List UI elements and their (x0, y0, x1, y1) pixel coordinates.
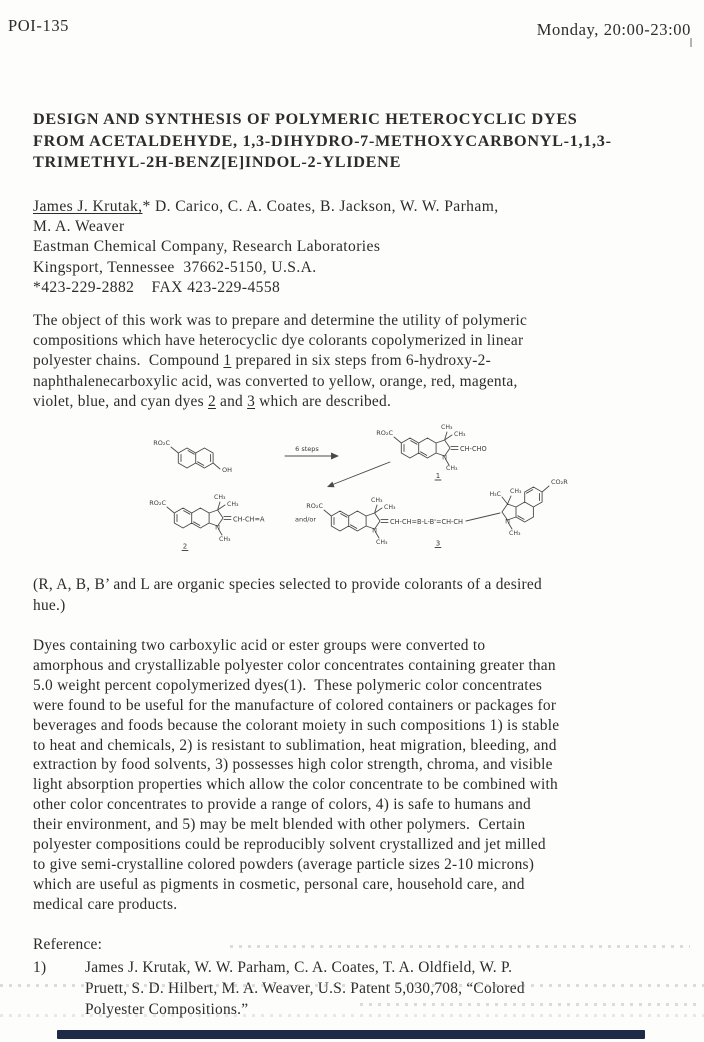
text-segment: DESIGN AND SYNTHESIS OF POLYMERIC HETEROCYCLIC DYES (33, 110, 578, 128)
text-line (33, 595, 683, 616)
text-segment: polyester compositions could be reproducibly solvent crystallized and jet milled (33, 836, 546, 854)
text-segment: The object of this work was to prepare and determine the utility of polymeric (33, 312, 528, 329)
text-line (33, 197, 673, 217)
scheme-note (33, 574, 683, 616)
text-line (33, 278, 673, 298)
text-segment: James J. Krutak, W. W. Parham, C. A. Coates, T. A. Oldfield, W. P. (85, 959, 513, 976)
label-c2-n-methyl: CH₃ (219, 536, 231, 543)
text-segment: *423-229-2882 FAX 423-229-4558 (33, 278, 281, 296)
label-c3-n-methyl: CH₃ (376, 539, 388, 546)
text-line (33, 351, 683, 371)
label-start-hydroxy: OH (222, 466, 233, 474)
text-line (33, 895, 688, 915)
label-c1-nitrogen: N (442, 453, 448, 462)
label-steps: 6 steps (295, 445, 319, 453)
reference-item (33, 958, 683, 1020)
compound-number: James J. Krutak, (33, 198, 143, 215)
text-line (33, 331, 683, 351)
text-line (33, 311, 683, 331)
scan-noise (0, 1014, 704, 1017)
compound-2-number: 2 (182, 542, 188, 551)
branch-arrow (327, 462, 390, 487)
compound-number: 3 (247, 392, 256, 410)
arrowhead-icon (327, 482, 335, 488)
text-segment: extraction by food solvents, 3) possesses high color strength, chroma, and visible (33, 756, 553, 774)
label-c3-right-ester: CO₂R (551, 478, 568, 486)
text-segment: Kingsport, Tennessee 37662-5150, U.S.A. (33, 258, 317, 276)
text-segment: their environment, and 5) may be melt blended with other polymers. Certain (33, 816, 526, 834)
label-c2-chain: CH-CH=A (233, 515, 265, 524)
scan-speck (690, 38, 692, 47)
scan-noise (360, 1003, 700, 1006)
label-c3-ester: RO₂C (306, 502, 323, 510)
label-c3-right-n-methyl: CH₃ (509, 530, 521, 537)
label-c2-nitrogen: N (215, 523, 221, 532)
label-c1-methyl-b: CH₃ (454, 431, 466, 438)
text-segment: hue.) (33, 597, 66, 614)
text-line (33, 574, 683, 595)
text-segment: Dyes containing two carboxylic acid or ester groups were converted to (33, 637, 486, 654)
label-c1-methyl-a: CH₃ (441, 424, 453, 431)
session-time: Monday, 20:00-23:00 (536, 20, 691, 39)
text-line (33, 131, 673, 153)
text-segment: violet, blue, and cyan dyes (33, 392, 208, 410)
reaction-scheme (125, 418, 695, 576)
text-line (33, 755, 688, 775)
label-c3-chain: CH-CH=B-L-B'=CH-CH (390, 518, 463, 526)
label-c3-nitrogen: N (372, 526, 378, 535)
label-c3-right-nitrogen: N (505, 517, 510, 526)
steps-arrow (285, 445, 339, 460)
compound-number: 1 (223, 352, 232, 370)
compound-number: 2 (207, 392, 216, 410)
text-line (33, 676, 688, 696)
text-segment: compositions which have heterocyclic dye colorants copolymerized in linear (33, 332, 524, 350)
compound-2-structure (149, 494, 265, 551)
text-segment: which are useful as pigments in cosmetic, personal care, household care, and (33, 875, 525, 893)
paper-code: POI-135 (8, 16, 70, 35)
text-line (33, 152, 673, 174)
text-segment: and (215, 392, 248, 410)
text-segment: M. A. Weaver (33, 218, 125, 236)
text-line (33, 392, 683, 412)
label-c1-chain: CH-CHO (460, 445, 487, 453)
label-c3-right-methyl-a: H₃C (489, 491, 501, 498)
text-line (33, 835, 688, 855)
text-line (33, 736, 688, 756)
text-line (33, 109, 673, 131)
text-segment: amorphous and crystallizable polyester color concentrates containing greater than (33, 656, 556, 674)
body-paragraph (33, 636, 688, 915)
text-segment: to give semi-crystalline colored powders (average particle sizes 2-10 microns) (33, 855, 535, 873)
text-line (33, 696, 688, 716)
text-line (85, 958, 525, 979)
text-line (33, 775, 688, 795)
text-segment: other color concentrates to provide a range of colors, 4) is safe to humans and (33, 796, 531, 814)
text-segment: naphthalenecarboxylic acid, was converted to yellow, orange, red, magenta, (33, 372, 518, 390)
text-line (33, 795, 688, 815)
text-segment: 5.0 weight percent copolymerized dyes(1). These polymeric color concentrates (33, 676, 543, 694)
text-segment: were found to be useful for the manufacture of colored containers or packages for (33, 696, 557, 714)
label-c3-methyl-a: CH₃ (371, 497, 383, 504)
scan-noise (230, 945, 690, 948)
starting-material-structure (153, 439, 232, 474)
text-line (33, 372, 683, 392)
text-segment: which are described. (255, 392, 392, 410)
text-segment: Polyester Compositions.” (85, 1000, 249, 1018)
text-line (33, 237, 673, 257)
text-segment: polyester chains. Compound (33, 352, 224, 370)
label-c2-methyl-b: CH₃ (227, 501, 239, 508)
reference-number: 1) (33, 959, 47, 976)
scan-edge-bar (57, 1030, 645, 1039)
label-andor: and/or (295, 515, 317, 524)
text-line (33, 855, 688, 875)
scan-noise (0, 984, 704, 987)
label-c3-right-methyl-b: CH₃ (510, 488, 522, 495)
text-line (33, 258, 673, 278)
text-segment: to heat and chemicals, 2) is resistant to sublimation, heat migration, bleeding, and (33, 736, 557, 754)
text-segment: * D. Carico, C. A. Coates, B. Jackson, W. W. Parham, (142, 198, 499, 215)
text-segment: TRIMETHYL-2H-BENZ[E]INDOL-2-YLIDENE (33, 153, 402, 171)
text-segment: prepared in six steps from 6-hydroxy-2- (231, 352, 491, 370)
text-line (85, 979, 525, 1000)
arrowhead-icon (331, 453, 339, 460)
text-segment: light absorption properties which allow the color concentrate to be combined with (33, 776, 559, 794)
text-segment: medical care products. (33, 895, 178, 913)
compound-3-number: 3 (435, 539, 441, 548)
text-line (33, 815, 688, 835)
text-segment: FROM ACETALDEHYDE, 1,3-DIHYDRO-7-METHOXYCARBONYL-1,1,3- (33, 131, 612, 150)
text-line (33, 636, 688, 656)
text-segment: beverages and foods because the colorant moiety in such compositions 1) is stable (33, 716, 560, 734)
label-start-ester: RO₂C (153, 439, 170, 447)
label-c1-n-methyl: CH₃ (446, 465, 458, 472)
text-segment: Pruett, S. D. Hilbert, M. A. Weaver, U.S. Patent 5,030,708, “Colored (85, 979, 525, 997)
label-c1-ester: RO₂C (376, 429, 393, 437)
text-line (33, 716, 688, 736)
text-segment: Eastman Chemical Company, Research Laboratories (33, 238, 381, 256)
compound-1-structure (376, 424, 486, 480)
reference-heading: Reference: (33, 936, 103, 953)
text-line (33, 875, 688, 895)
text-segment: (R, A, B, B’ and L are organic species selected to provide colorants of a desired (33, 576, 542, 593)
paper-title (33, 109, 673, 174)
text-line (33, 217, 673, 237)
abstract-paragraph (33, 311, 683, 412)
author-block (33, 197, 673, 298)
label-c2-ester: RO₂C (149, 499, 166, 507)
label-c2-methyl-a: CH₃ (214, 494, 226, 501)
reference-text (85, 958, 525, 1020)
compound-1-number: 1 (435, 472, 441, 480)
text-line (33, 656, 688, 676)
label-c3-methyl-b: CH₃ (384, 504, 396, 511)
compound-3-structure (306, 478, 568, 548)
